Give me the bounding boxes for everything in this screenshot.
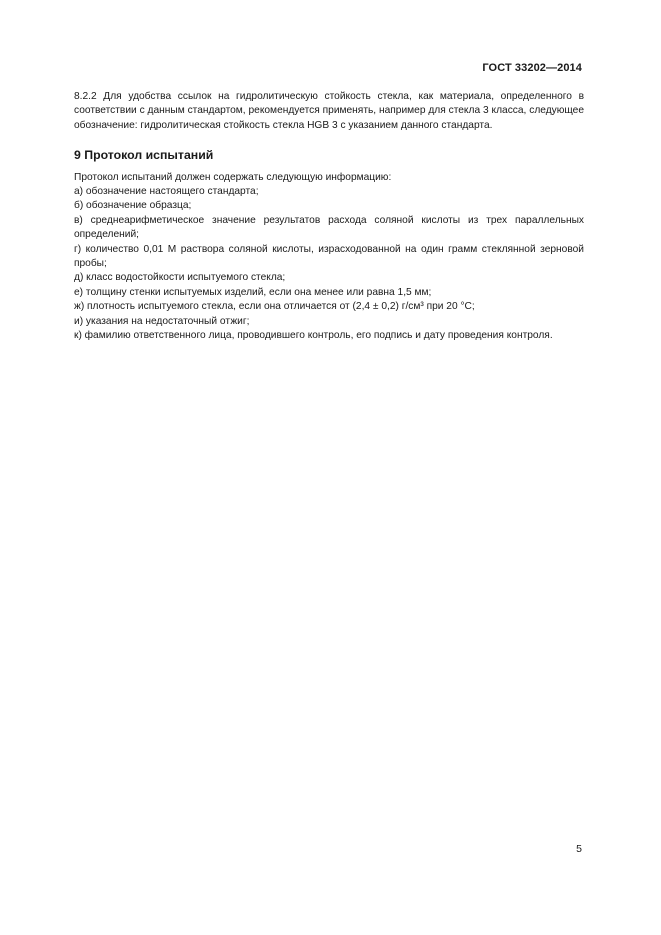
page-number: 5: [576, 843, 582, 855]
list-item: в) среднеарифметическое значение результатов расхода соляной кислоты из трех параллельных определений;: [74, 214, 584, 241]
list-item: е) толщину стенки испытуемых изделий, если она менее или равна 1,5 мм;: [74, 286, 432, 298]
clause-text: 8.2.2 Для удобства ссылок на гидролитическую стойкость стекла, как материала, определенного в соответствии с данным стандартом, рекомендуется применять, например для стекла 3 класса, следующее обозначение: гидролитическая стойкость стекла HGB 3 с указанием данного стандарта.: [74, 91, 584, 131]
section-intro: Протокол испытаний должен содержать следующую информацию:: [74, 171, 392, 183]
list-item: б) обозначение образца;: [74, 200, 192, 212]
clause-8-2-2: [74, 90, 584, 133]
section-heading: 9 Протокол испытаний: [74, 148, 214, 163]
list-item: а) обозначение настоящего стандарта;: [74, 186, 259, 198]
document-code-header: ГОСТ 33202—2014: [482, 62, 582, 74]
document-body: [74, 90, 584, 344]
list-item: д) класс водостойкости испытуемого стекла;: [74, 272, 286, 284]
list-item: г) количество 0,01 М раствора соляной кислоты, израсходованной на один грамм стеклянной зерновой пробы;: [74, 243, 584, 270]
list-item: и) указания на недостаточный отжиг;: [74, 315, 250, 327]
list-item: к) фамилию ответственного лица, проводившего контроль, его подпись и дату проведения контроля.: [74, 330, 553, 342]
list-item: ж) плотность испытуемого стекла, если она отличается от (2,4 ± 0,2) г/см³ при 20 °С;: [74, 301, 475, 313]
